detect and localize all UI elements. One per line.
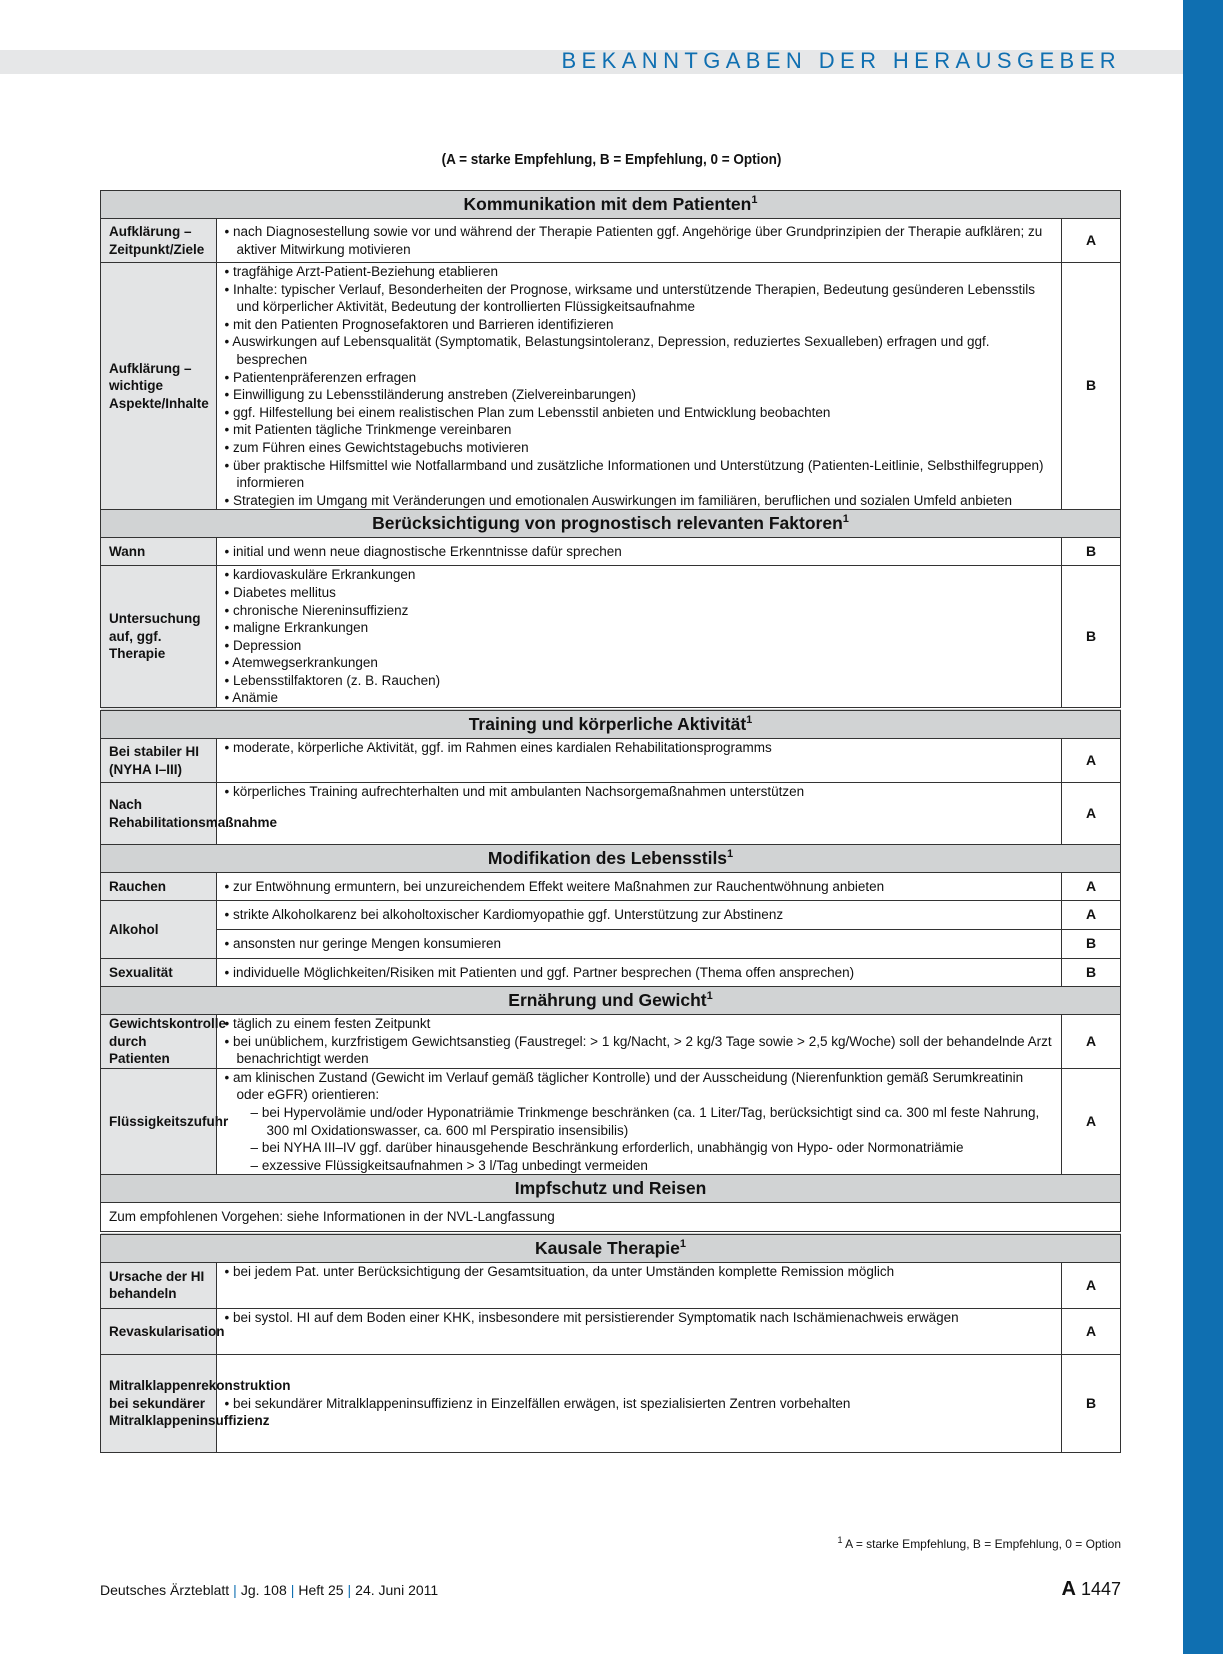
row-content	[216, 783, 1062, 845]
grade-cell: B	[1062, 959, 1121, 987]
table-row	[101, 1308, 1121, 1354]
table-row	[101, 959, 1121, 987]
dash-item: – bei Hypervolämie und/oder Hyponatriämie Trinkmenge beschränken (ca. 1 Liter/Tag, berücksichtigt sind ca. 300 ml feste Nahrung, 300 ml Oxidationswasser, ca. 600 ml Perspiratio insensibilis)	[250, 1105, 1040, 1138]
page-number	[1061, 1578, 1121, 1601]
footnote-marker: 1	[842, 513, 849, 526]
grade-cell: A	[1062, 873, 1121, 901]
table-row	[101, 930, 1121, 959]
journal-name: Deutsches Ärzteblatt	[100, 1582, 230, 1598]
footer-separator: |	[347, 1582, 352, 1598]
bullet-item: • Anämie	[224, 690, 279, 706]
row-content	[216, 219, 1062, 263]
footer-separator: |	[290, 1582, 295, 1598]
journal-issue: Heft 25	[298, 1582, 344, 1598]
right-color-bar	[1183, 0, 1223, 1654]
section-header	[101, 191, 1121, 219]
row-content	[216, 1068, 1062, 1175]
row-content	[216, 873, 1062, 901]
table-row	[101, 1354, 1121, 1452]
section-title: Kommunikation mit dem Patienten	[463, 193, 752, 214]
footnote-marker: 1	[751, 193, 758, 206]
table-row	[101, 538, 1121, 566]
bullet-item: • mit Patienten tägliche Trinkmenge vereinbaren	[224, 422, 512, 438]
journal-volume: Jg. 108	[240, 1582, 287, 1598]
section-header	[101, 987, 1121, 1015]
bullet-item: • Depression	[224, 637, 302, 653]
section-title: Impfschutz und Reisen	[514, 1178, 707, 1199]
table-row	[101, 1068, 1121, 1175]
footnote-marker: 1	[746, 713, 753, 726]
bullet-item: • über praktische Hilfsmittel wie Notfallarmband und zusätzliche Informationen und Unterstützung (Patienten-Leitlinie, Selbsthilfegruppen) informieren	[224, 457, 1044, 491]
bullet-item: • Atemwegserkrankungen	[224, 655, 378, 671]
bullet-item: • zur Entwöhnung ermuntern, bei unzureichendem Effekt weitere Maßnahmen zur Rauchentwöhnung anbieten	[224, 878, 885, 894]
grade-cell: A	[1062, 901, 1121, 930]
row-content	[216, 1262, 1062, 1308]
row-content	[216, 1354, 1062, 1452]
grade-cell: B	[1062, 930, 1121, 959]
bullet-item: • ansonsten nur geringe Mengen konsumieren	[224, 936, 501, 952]
grade-cell: B	[1062, 1354, 1121, 1452]
row-label: Mitralklappenrekonstruktion bei sekundärer Mitralklappeninsuffizienz	[101, 1354, 217, 1452]
table-row	[101, 219, 1121, 263]
section-header	[101, 1233, 1121, 1263]
row-label: Gewichtskontrolle durch Patienten	[101, 1015, 217, 1069]
bullet-item: • Patientenpräferenzen erfragen	[224, 369, 417, 385]
bullet-item: • Lebensstilfaktoren (z. B. Rauchen)	[224, 672, 441, 688]
bullet-item: • kardiovaskuläre Erkrankungen	[224, 567, 416, 583]
bullet-item: • nach Diagnosestellung sowie vor und während der Therapie Patienten ggf. Angehörige über Grundprinzipien der Therapie aufklären; zu aktiver Mitwirkung motivieren	[224, 223, 1043, 257]
bullet-item: • am klinischen Zustand (Gewicht im Verlauf gemäß täglicher Kontrolle) und der Ausscheidung (Nierenfunktion gemäß Serumkreatinin oder eGFR) orientieren:	[224, 1069, 1024, 1103]
row-content	[216, 959, 1062, 987]
impfschutz-note: Zum empfohlenen Vorgehen: siehe Informationen in der NVL-Langfassung	[101, 1203, 1121, 1233]
row-content	[216, 930, 1062, 959]
bullet-item: • täglich zu einem festen Zeitpunkt	[224, 1016, 431, 1032]
section-title: Ernährung und Gewicht	[508, 989, 707, 1010]
row-content	[216, 739, 1062, 783]
bullet-item: • Diabetes mellitus	[224, 584, 336, 600]
footnote-marker: 1	[727, 847, 734, 860]
bullet-item: • tragfähige Arzt-Patient-Beziehung etablieren	[224, 264, 498, 279]
grade-cell: A	[1062, 739, 1121, 783]
bullet-item: • bei unüblichem, kurzfristigem Gewichtsanstieg (Faustregel: > 1 kg/Nacht, > 2 kg/3 Tage sowie > 2,5 kg/Woche) soll der behandelnde Arzt benachrichtigt werden	[224, 1033, 1052, 1067]
section-title: Training und körperliche Aktivität	[468, 713, 747, 734]
footer-separator: |	[233, 1582, 237, 1598]
grade-cell: A	[1062, 1262, 1121, 1308]
row-label: Alkohol	[101, 901, 217, 959]
table-row	[101, 1015, 1121, 1069]
grade-cell: B	[1062, 538, 1121, 566]
row-label: Flüssigkeitszufuhr	[101, 1068, 217, 1175]
footer-citation	[100, 1582, 438, 1598]
section-header	[101, 510, 1121, 538]
grade-cell: A	[1062, 1015, 1121, 1069]
row-label: Bei stabiler HI (NYHA I–III)	[101, 739, 217, 783]
table-row	[101, 566, 1121, 709]
row-content	[216, 1015, 1062, 1069]
table-row	[101, 901, 1121, 930]
bullet-item: • zum Führen eines Gewichtstagebuchs motivieren	[224, 439, 529, 455]
row-label: Wann	[101, 538, 217, 566]
table-row	[101, 1262, 1121, 1308]
journal-date: 24. Juni 2011	[355, 1582, 439, 1598]
grade-cell: B	[1062, 263, 1121, 510]
dash-item: – exzessive Flüssigkeitsaufnahmen > 3 l/Tag unbedingt vermeiden	[250, 1157, 648, 1173]
bullet-item: • bei jedem Pat. unter Berücksichtigung der Gesamtsituation, da unter Umständen komplette Remission möglich	[224, 1263, 895, 1279]
table-row	[101, 739, 1121, 783]
row-label: Ursache der HI behandeln	[101, 1262, 217, 1308]
section-header	[101, 1175, 1121, 1203]
footnote-number: 1	[837, 1535, 843, 1545]
bullet-item: • bei sekundärer Mitralklappeninsuffizienz in Einzelfällen erwägen, ist spezialisierten Zentren vorbehalten	[224, 1395, 851, 1411]
table-row	[101, 873, 1121, 901]
row-content	[216, 566, 1062, 709]
dash-item: – bei NYHA III–IV ggf. darüber hinausgehende Beschränkung erforderlich, unabhängig von Hypo- oder Normonatriämie	[250, 1140, 964, 1156]
row-content	[216, 538, 1062, 566]
bullet-item: • initial und wenn neue diagnostische Erkenntnisse dafür sprechen	[224, 544, 622, 560]
bullet-item: • strikte Alkoholkarenz bei alkoholtoxischer Kardiomyopathie ggf. Unterstützung zur Abstinenz	[224, 907, 784, 923]
section-title: Modifikation des Lebensstils	[487, 847, 728, 868]
grade-cell: A	[1062, 1308, 1121, 1354]
page-letter: A	[1061, 1578, 1076, 1600]
row-label: Aufklärung – Zeitpunkt/Ziele	[101, 219, 217, 263]
table-footnote	[837, 1535, 1121, 1551]
bullet-item: • körperliches Training aufrechterhalten und mit ambulanten Nachsorgemaßnahmen unterstützen	[224, 784, 805, 800]
section-header	[101, 709, 1121, 739]
bullet-item: • maligne Erkrankungen	[224, 620, 369, 636]
footnote-marker: 1	[679, 1237, 687, 1250]
row-label: Sexualität	[101, 959, 217, 987]
bullet-item: • Inhalte: typischer Verlauf, Besonderheiten der Prognose, wirksame und unterstützende Therapien, Bedeutung gesünderen Lebensstils und körperlicher Aktivität, Bedeutung der kontrollierten Flüssigkeitsaufnahme	[224, 281, 1036, 315]
grade-legend: (A = starke Empfehlung, B = Empfehlung, 0 = Option)	[441, 151, 782, 168]
row-label: Rauchen	[101, 873, 217, 901]
bullet-item: • ggf. Hilfestellung bei einem realistischen Plan zum Lebensstil anbieten und Entwicklung beobachten	[224, 404, 831, 420]
bullet-item: • mit den Patienten Prognosefaktoren und Barrieren identifizieren	[224, 316, 614, 332]
row-label: Revaskularisation	[101, 1308, 217, 1354]
row-label: Nach Rehabilitationsmaßnahme	[101, 783, 217, 845]
bullet-item: • chronische Niereninsuffizienz	[224, 602, 409, 618]
table-row	[101, 783, 1121, 845]
grade-cell: A	[1062, 219, 1121, 263]
bullet-item: • moderate, körperliche Aktivität, ggf. im Rahmen eines kardialen Rehabilitationsprogramms	[224, 740, 772, 756]
row-content	[216, 1308, 1062, 1354]
row-content	[216, 263, 1062, 510]
recommendation-table	[100, 190, 1121, 1453]
section-title: Berücksichtigung von prognostisch relevanten Faktoren	[372, 513, 843, 534]
footnote-text: A = starke Empfehlung, B = Empfehlung, 0 = Option	[845, 1537, 1121, 1551]
section-title: Kausale Therapie	[534, 1237, 680, 1258]
footnote-marker: 1	[706, 989, 713, 1002]
bullet-item: • individuelle Möglichkeiten/Risiken mit Patienten und ggf. Partner besprechen (Thema offen ansprechen)	[224, 964, 855, 980]
section-header	[101, 845, 1121, 873]
row-content	[216, 901, 1062, 930]
header-title: BEKANNTGABEN DER HERAUSGEBER	[561, 48, 1121, 73]
table-row	[101, 263, 1121, 510]
row-label: Untersuchung auf, ggf. Therapie	[101, 566, 217, 709]
page-number-value: 1447	[1080, 1579, 1121, 1599]
row-label: Aufklärung – wichtige Aspekte/Inhalte	[101, 263, 217, 510]
grade-cell: B	[1062, 566, 1121, 709]
grade-cell: A	[1062, 783, 1121, 845]
bullet-item: • bei systol. HI auf dem Boden einer KHK, insbesondere mit persistierender Symptomatik nach Ischämienachweis erwägen	[224, 1309, 959, 1325]
bullet-item: • Einwilligung zu Lebensstiländerung anstreben (Zielvereinbarungen)	[224, 387, 637, 403]
table-row	[101, 1203, 1121, 1233]
grade-cell: A	[1062, 1068, 1121, 1175]
bullet-item: • Strategien im Umgang mit Veränderungen und emotionalen Auswirkungen im familiären, beruflichen und sozialen Umfeld anbieten	[224, 492, 1012, 508]
bullet-item: • Auswirkungen auf Lebensqualität (Symptomatik, Belastungsintoleranz, Depression, reduziertes Sexualleben) erfragen und ggf. besprechen	[224, 334, 990, 367]
